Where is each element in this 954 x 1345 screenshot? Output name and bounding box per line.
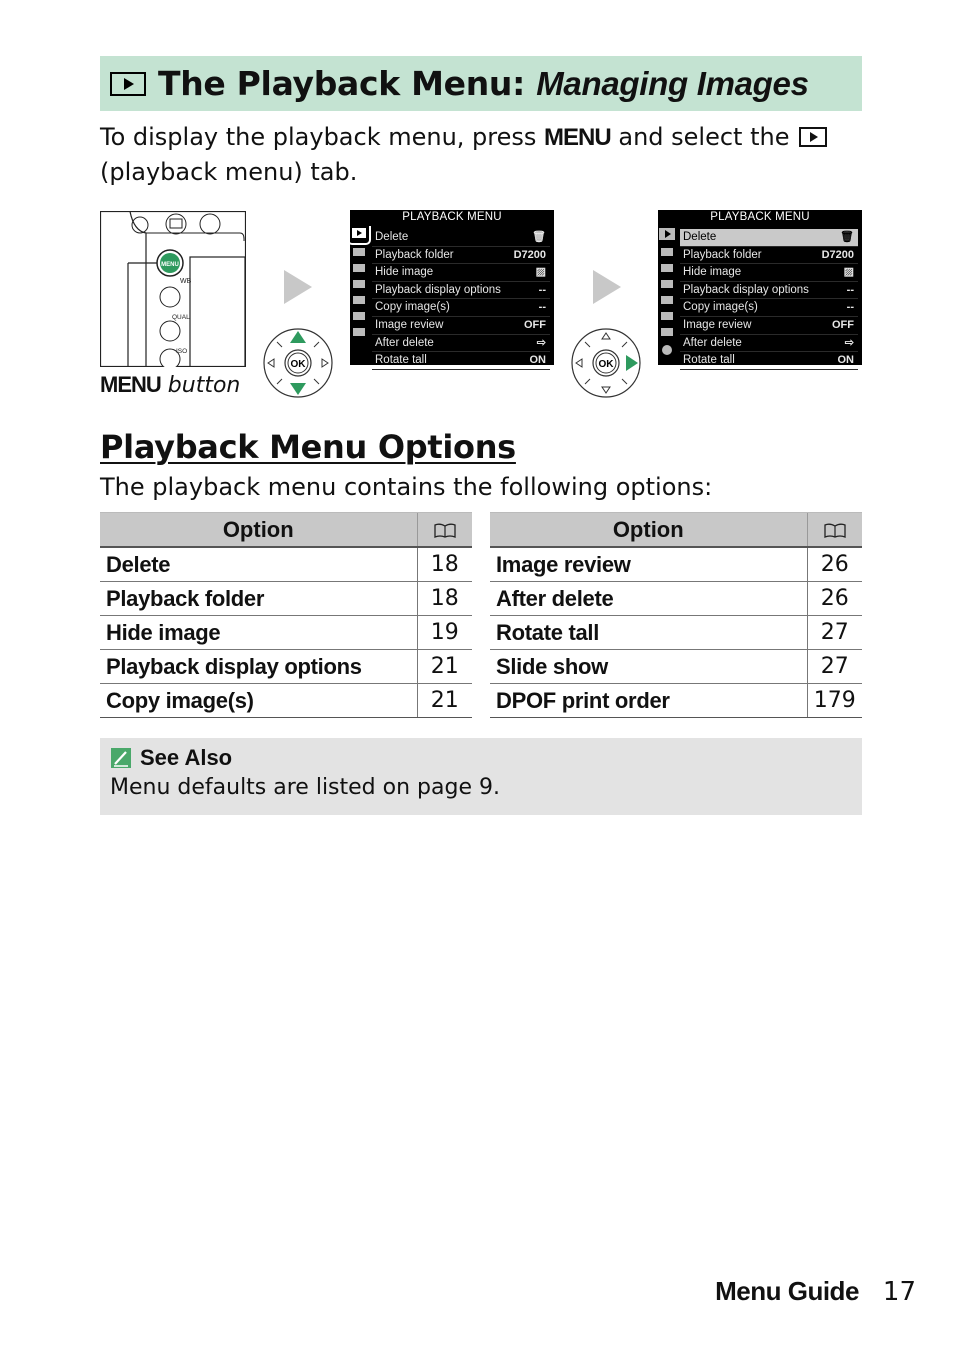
table-row: [490, 582, 862, 616]
option-page: 18: [417, 547, 472, 582]
lcd-row: [680, 282, 858, 300]
lcd-row: [680, 335, 858, 353]
option-page: 19: [417, 616, 472, 650]
option-name: Image review: [490, 547, 807, 582]
lcd-row-label: Playback folder: [375, 248, 454, 261]
lcd-row: [680, 247, 858, 265]
lcd-row: [372, 282, 550, 300]
table-header-row: [490, 513, 862, 548]
lcd-row-label: Copy image(s): [683, 301, 758, 314]
option-name: Rotate tall: [490, 616, 807, 650]
lcd-row-value: ON: [837, 354, 854, 367]
lcd-row-value: ON: [529, 354, 546, 367]
lcd-row-label: Delete: [683, 231, 717, 243]
option-page: 27: [807, 650, 862, 684]
camera-iso-label: ISO: [176, 348, 188, 355]
lcd-row: [372, 229, 550, 247]
table-row: [490, 616, 862, 650]
lcd-rows-1: [372, 229, 550, 370]
lcd-row-value: --: [538, 283, 546, 296]
lcd-row-label: After delete: [375, 336, 434, 349]
lcd-title-2: PLAYBACK MENU: [710, 211, 810, 223]
lcd-rows-2: [680, 229, 858, 370]
option-page: 27: [807, 616, 862, 650]
option-column-header: Option: [490, 513, 807, 548]
option-name: Hide image: [100, 616, 417, 650]
lcd-row-value: D7200: [821, 248, 854, 261]
ok-label-1: OK: [290, 359, 306, 370]
lcd-row: [680, 264, 858, 282]
camera-qual-label: QUAL: [172, 314, 190, 321]
lcd-screen-2: [658, 210, 862, 365]
lcd-tabs-1: [350, 226, 370, 365]
lcd-row-value: OFF: [524, 318, 546, 331]
table-row: [100, 616, 472, 650]
lcd-row: [680, 317, 858, 335]
table-row: [490, 650, 862, 684]
table-row: [490, 547, 862, 582]
lcd-row-label: Image review: [683, 318, 752, 331]
option-page: 26: [807, 547, 862, 582]
ok-label-2: OK: [598, 359, 614, 370]
lcd-row: [680, 299, 858, 317]
lcd-row-value: --: [538, 301, 546, 314]
lcd-row-label: Playback display options: [683, 283, 809, 296]
see-also-heading: See Also: [140, 745, 233, 770]
lcd-row-label: Image review: [375, 318, 444, 331]
page-footer: [715, 1276, 916, 1307]
lcd-row-label: Hide image: [375, 266, 434, 279]
camera-back-illustration: [100, 211, 246, 367]
book-icon: [824, 523, 846, 538]
page-column-header: [417, 513, 472, 548]
menu-button-caption: [100, 372, 240, 398]
lcd-row: [372, 352, 550, 370]
page-number: 17: [882, 1277, 916, 1307]
lcd-row-label: Hide image: [683, 266, 742, 279]
footer-section: Menu Guide: [715, 1276, 859, 1306]
page-column-header: [807, 513, 862, 548]
lcd-row-value: 🗑: [532, 231, 546, 243]
option-page: 21: [417, 650, 472, 684]
lcd-row-value: ▨: [535, 266, 546, 279]
lcd-row: [372, 335, 550, 353]
lcd-row-label: Playback display options: [375, 283, 501, 296]
menu-button-caption-rest: button: [167, 373, 241, 398]
option-name: After delete: [490, 582, 807, 616]
lcd-row-label: Rotate tall: [683, 354, 735, 367]
table-header-row: [100, 513, 472, 548]
options-table-right: [490, 512, 862, 718]
step-arrow-2: [591, 266, 623, 308]
camera-menu-label: MENU: [161, 262, 179, 268]
menu-word: MENU: [544, 124, 611, 151]
menu-button-caption-menu: MENU: [100, 372, 161, 397]
option-page: 179: [807, 684, 862, 718]
option-page: 26: [807, 582, 862, 616]
lcd-row-selected: [680, 229, 858, 247]
lcd-row-label: Copy image(s): [375, 301, 450, 314]
option-name: DPOF print order: [490, 684, 807, 718]
lcd-tabs-2: [658, 226, 678, 365]
lcd-row-value: ▨: [843, 266, 854, 279]
option-name: Delete: [100, 547, 417, 582]
page-title: [158, 64, 809, 103]
lcd-row-label: Delete: [375, 231, 409, 243]
lcd-row-value: D7200: [513, 248, 546, 261]
multi-selector-up-illustration: [262, 327, 334, 399]
page-title-sub: Managing Images: [536, 65, 809, 102]
lcd-row-value: --: [846, 301, 854, 314]
lcd-row: [372, 264, 550, 282]
lcd-row-label: After delete: [683, 336, 742, 349]
option-page: 21: [417, 684, 472, 718]
step-arrow-1: [282, 266, 314, 308]
lcd-row: [372, 247, 550, 265]
table-row: [100, 684, 472, 718]
multi-selector-right-illustration: [570, 327, 642, 399]
lcd-screen-1: [350, 210, 554, 365]
option-name: Slide show: [490, 650, 807, 684]
lcd-row-value: --: [846, 283, 854, 296]
book-icon: [434, 523, 456, 538]
intro-text-middle: and select the: [618, 123, 790, 151]
intro-paragraph: [100, 120, 860, 189]
option-name: Copy image(s): [100, 684, 417, 718]
lcd-row-value: ⇨: [536, 336, 546, 349]
see-also-header: [110, 744, 852, 772]
lcd-row-value: 🗑: [840, 231, 854, 243]
lcd-title-1: PLAYBACK MENU: [402, 211, 502, 223]
table-row: [100, 650, 472, 684]
lcd-row: [372, 317, 550, 335]
playback-tab-icon: [799, 127, 827, 147]
playback-icon: [110, 72, 146, 96]
lcd-row-value: OFF: [832, 318, 854, 331]
camera-wb-label: WB: [180, 278, 192, 285]
lcd-row-value: ⇨: [844, 336, 854, 349]
intro-text-before: To display the playback menu, press: [100, 123, 537, 151]
table-row: [490, 684, 862, 718]
table-row: [100, 582, 472, 616]
section-heading: Playback Menu Options: [100, 428, 516, 466]
see-also-body: Menu defaults are listed on page 9.: [110, 775, 500, 800]
options-table-left: [100, 512, 472, 718]
option-name: Playback folder: [100, 582, 417, 616]
title-bar: [100, 56, 862, 111]
see-also-box: [100, 738, 862, 815]
lcd-row-label: Playback folder: [683, 248, 762, 261]
lcd-row: [680, 352, 858, 370]
option-page: 18: [417, 582, 472, 616]
section-lead: The playback menu contains the following options:: [100, 473, 713, 501]
pencil-note-icon: [110, 747, 132, 769]
option-name: Playback display options: [100, 650, 417, 684]
lcd-row: [372, 299, 550, 317]
table-row: [100, 547, 472, 582]
intro-text-after: (playback menu) tab.: [100, 158, 358, 186]
page-title-main: The Playback Menu:: [158, 64, 526, 103]
lcd-row-label: Rotate tall: [375, 354, 427, 367]
option-column-header: Option: [100, 513, 417, 548]
